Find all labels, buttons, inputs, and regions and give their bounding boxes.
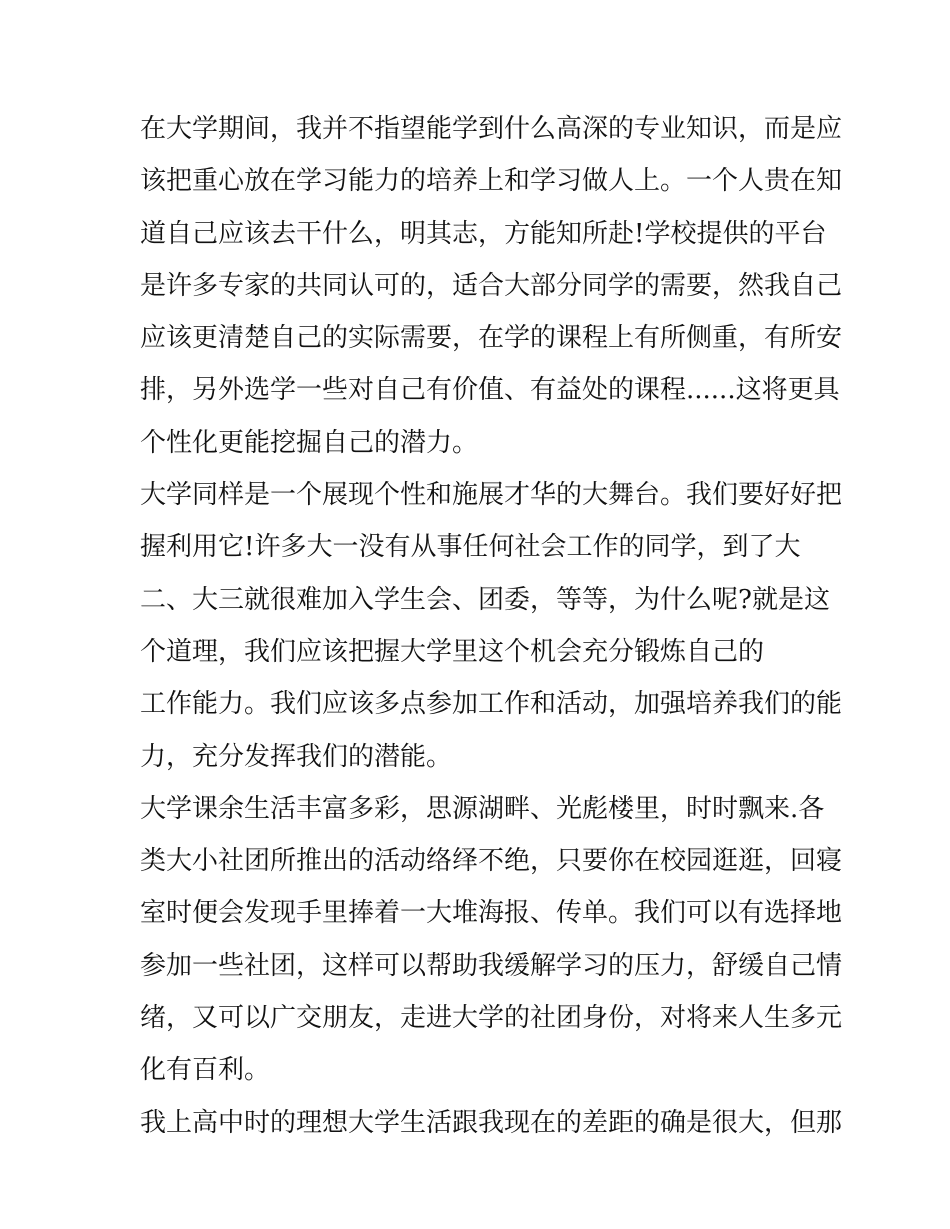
text-line: 个性化更能挖掘自己的潜力。 <box>140 427 479 458</box>
text-line: 工作能力。我们应该多点参加工作和活动，加强培养我们的能 <box>140 689 843 720</box>
text-line: 化有百利。 <box>140 1055 271 1086</box>
text-line: 室时便会发现手里捧着一大堆海报、传单。我们可以有选择地 <box>140 898 843 929</box>
text-line: 握利用它!许多大一没有从事任何社会工作的同学，到了大 <box>140 532 801 563</box>
text-line: 排，另外选学一些对自己有价值、有益处的课程......这将更具 <box>140 375 840 406</box>
text-line: 是许多专家的共同认可的，适合大部分同学的需要，然我自己 <box>140 270 843 301</box>
text-line: 力，充分发挥我们的潜能。 <box>140 741 453 772</box>
text-line: 大学课余生活丰富多彩，思源湖畔、光彪楼里，时时飘来.各 <box>140 793 825 824</box>
body-text <box>140 103 843 1149</box>
text-line: 该把重心放在学习能力的培养上和学习做人上。一个人贵在知 <box>140 166 843 197</box>
text-line: 道自己应该去干什么，明其志，方能知所赴!学校提供的平台 <box>140 218 827 249</box>
text-line: 类大小社团所推出的活动络绎不绝，只要你在校园逛逛，回寝 <box>140 846 843 877</box>
text-line: 个道理，我们应该把握大学里这个机会充分锻炼自己的 <box>140 636 765 667</box>
text-line: 参加一些社团，这样可以帮助我缓解学习的压力，舒缓自己情 <box>140 950 843 981</box>
text-line: 二、大三就很难加入学生会、团委，等等，为什么呢?就是这 <box>140 584 830 615</box>
text-line: 绪，又可以广交朋友，走进大学的社团身份，对将来人生多元 <box>140 1003 843 1034</box>
text-line: 在大学期间，我并不指望能学到什么高深的专业知识，而是应 <box>140 114 843 144</box>
text-line: 我上高中时的理想大学生活跟我现在的差距的确是很大，但那 <box>140 1107 843 1138</box>
text-line: 大学同样是一个展现个性和施展才华的大舞台。我们要好好把 <box>140 480 843 511</box>
text-line: 应该更清楚自己的实际需要，在学的课程上有所侧重，有所安 <box>140 323 843 354</box>
